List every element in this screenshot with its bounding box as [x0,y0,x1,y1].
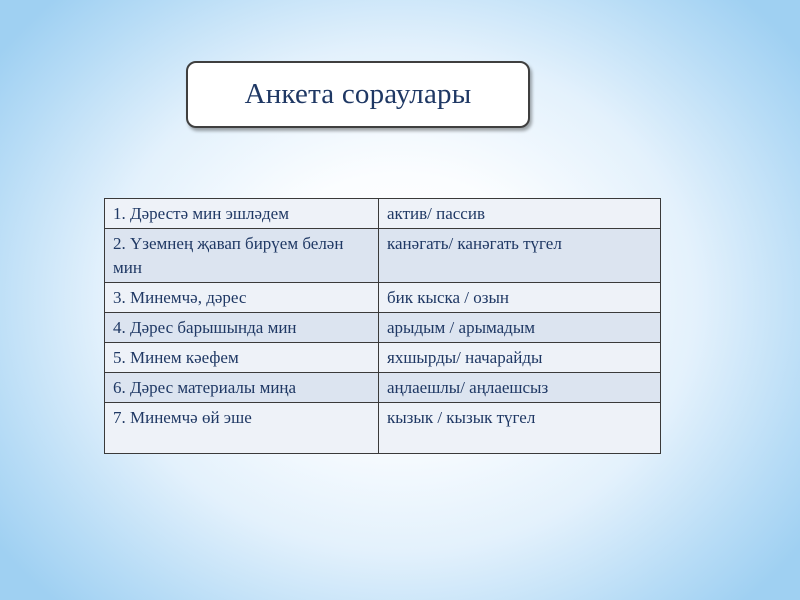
slide-title: Анкета сораулары [244,78,472,110]
table-row [105,403,661,454]
question-cell: 2. Үземнең җавап бирүем белән мин [105,229,379,283]
question-cell: 7. Минемчә өй эше [105,403,379,454]
question-cell: 3. Минемчә, дәрес [105,283,379,313]
table-row [105,343,661,373]
title-box [186,61,530,128]
question-cell: 1. Дәрестә мин эшләдем [105,199,379,229]
table-row [105,199,661,229]
answer-cell: актив/ пассив [379,199,661,229]
question-cell: 5. Минем кәефем [105,343,379,373]
answer-cell: арыдым / арымадым [379,313,661,343]
table-row [105,283,661,313]
table-row [105,229,661,283]
survey-table [104,198,661,454]
answer-cell: бик кыска / озын [379,283,661,313]
answer-cell: аңлаешлы/ аңлаешсыз [379,373,661,403]
table-row [105,373,661,403]
answer-cell: канәгать/ канәгать түгел [379,229,661,283]
answer-cell: кызык / кызык түгел [379,403,661,454]
answer-cell: яхшырды/ начарайды [379,343,661,373]
question-cell: 6. Дәрес материалы миңа [105,373,379,403]
table-row [105,313,661,343]
question-cell: 4. Дәрес барышында мин [105,313,379,343]
